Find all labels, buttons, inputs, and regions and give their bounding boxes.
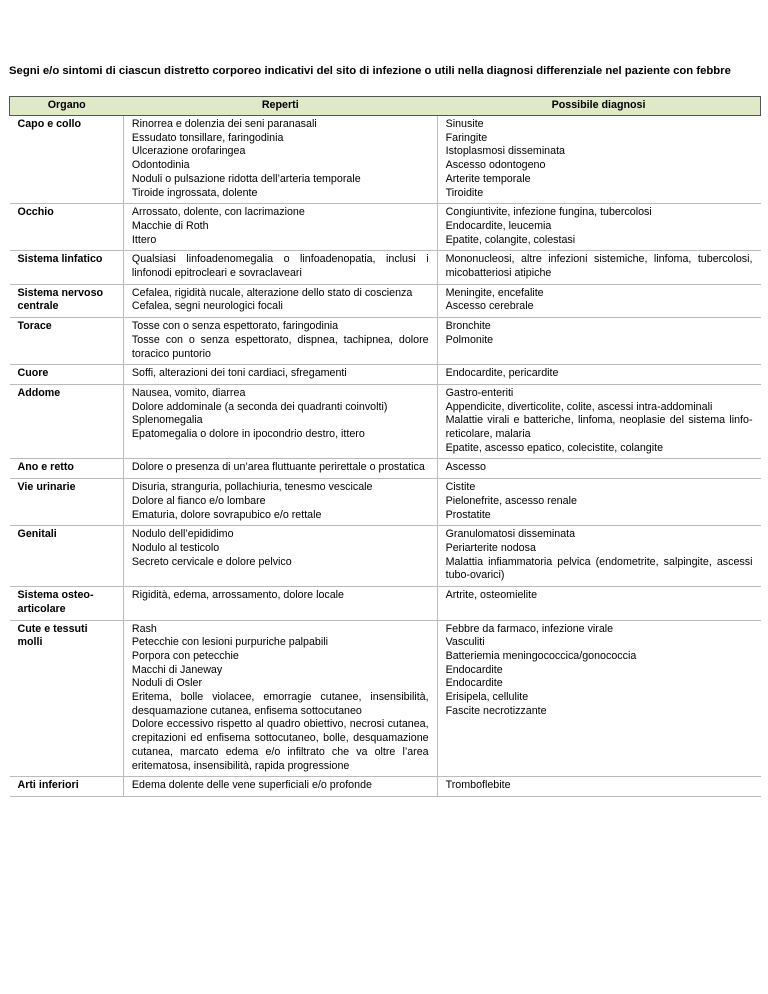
diagnosis-item: Ascesso odontogeno xyxy=(445,159,546,172)
finding-item: Eritema, bolle violacee, emorragie cutanee, insensibilità, desquamazione cutanea, enfisema sottocutaneo xyxy=(131,691,429,717)
diagnosis-cell xyxy=(437,204,760,251)
finding-item: Arrossato, dolente, con lacrimazione xyxy=(131,206,305,219)
finding-item: Tiroide ingrossata, dolente xyxy=(131,186,258,199)
findings-cell xyxy=(123,318,437,365)
findings-cell xyxy=(123,284,437,317)
organ-cell: Occhio xyxy=(10,204,124,251)
diagnosis-cell xyxy=(437,365,760,385)
diagnosis-item: Epatite, colangite, colestasi xyxy=(445,233,576,246)
table-caption: Segni e/o sintomi di ciascun distretto corporeo indicativi del sito di infezione o utili nella diagnosi differenziale nel paziente con febbre xyxy=(9,65,731,77)
diagnosis-item: Pielonefrite, ascesso renale xyxy=(445,494,577,507)
organ-cell: Arti inferiori xyxy=(10,777,124,797)
organ-cell: Sistema nervoso centrale xyxy=(10,284,124,317)
diagnosis-item: Arterite temporale xyxy=(445,172,531,185)
finding-item: Soffi, alterazioni dei toni cardiaci, sfregamenti xyxy=(131,367,347,380)
finding-item: Noduli di Osler xyxy=(131,677,203,690)
organ-cell: Vie urinarie xyxy=(10,479,124,526)
organ-cell: Sistema osteo-articolare xyxy=(10,587,124,620)
differential-diagnosis-table xyxy=(9,96,761,797)
diagnosis-item: Polmonite xyxy=(445,333,494,346)
finding-item: Dolore al fianco e/o lombare xyxy=(131,494,266,507)
finding-item: Tosse con o senza espettorato, faringodinia xyxy=(131,320,339,333)
organ-cell: Capo e collo xyxy=(10,116,124,204)
table-row xyxy=(10,620,761,777)
findings-cell xyxy=(123,526,437,587)
findings-cell xyxy=(123,459,437,479)
diagnosis-cell xyxy=(437,479,760,526)
diagnosis-item: Congiuntivite, infezione fungina, tubercolosi xyxy=(445,206,652,219)
organ-cell: Addome xyxy=(10,384,124,459)
table-row xyxy=(10,777,761,797)
diagnosis-item: Gastro-enteriti xyxy=(445,386,514,399)
header-reperti: Reperti xyxy=(123,97,437,116)
findings-cell xyxy=(123,251,437,284)
diagnosis-item: Endocardite xyxy=(445,663,503,676)
organ-cell: Cute e tessuti molli xyxy=(10,620,124,777)
finding-item: Qualsiasi linfoadenomegalia o linfoadenopatia, inclusi i linfonodi epitrocleari e sovraclaveari xyxy=(131,253,429,280)
finding-item: Dolore addominale (a seconda dei quadranti coinvolti) xyxy=(131,400,388,413)
diagnosis-item: Mononucleosi, altre infezioni sistemiche, linfoma, tubercolosi, micobatteriosi atipiche xyxy=(445,253,753,280)
table-row xyxy=(10,459,761,479)
table-row xyxy=(10,116,761,204)
finding-item: Dolore eccessivo rispetto al quadro obiettivo, necrosi cutanea, crepitazioni ed enfisema sottocutaneo, bolle, desquamazione cutanea, marcato edema e/o infiltrato che va oltre l’area eritematosa, insensibilità, rapida progressione xyxy=(131,718,429,772)
finding-item: Ematuria, dolore sovrapubico e/o rettale xyxy=(131,508,322,521)
organ-cell: Torace xyxy=(10,318,124,365)
diagnosis-cell xyxy=(437,116,760,204)
diagnosis-item: Fascite necrotizzante xyxy=(445,704,547,717)
table-row xyxy=(10,479,761,526)
table-row xyxy=(10,587,761,620)
finding-item: Nausea, vomito, diarrea xyxy=(131,386,246,399)
diagnosis-item: Ascesso xyxy=(445,461,486,474)
finding-item: Essudato tonsillare, faringodinia xyxy=(131,131,284,144)
finding-item: Macchi di Janeway xyxy=(131,663,223,676)
organ-cell: Sistema linfatico xyxy=(10,251,124,284)
finding-item: Rinorrea e dolenzia dei seni paranasali xyxy=(131,118,317,130)
diagnosis-item: Ascesso cerebrale xyxy=(445,300,534,313)
diagnosis-cell xyxy=(437,284,760,317)
table-row xyxy=(10,384,761,459)
diagnosis-item: Sinusite xyxy=(445,118,484,130)
diagnosis-item: Endocardite, pericardite xyxy=(445,367,559,380)
diagnosis-item: Malattia infiammatoria pelvica (endometrite, salpingite, ascessi tubo-ovarici) xyxy=(445,555,753,582)
finding-item: Epatomegalia o dolore in ipocondrio destro, ittero xyxy=(131,428,365,441)
diagnosis-item: Granulomatosi disseminata xyxy=(445,528,576,541)
finding-item: Secreto cervicale e dolore pelvico xyxy=(131,555,292,568)
diagnosis-item: Istoplasmosi disseminata xyxy=(445,145,565,158)
table-body xyxy=(10,116,761,797)
findings-cell xyxy=(123,116,437,204)
finding-item: Odontodinia xyxy=(131,159,190,172)
table-row xyxy=(10,365,761,385)
finding-item: Macchie di Roth xyxy=(131,219,209,232)
diagnosis-item: Erisipela, cellulite xyxy=(445,691,529,704)
table-row xyxy=(10,251,761,284)
diagnosis-cell xyxy=(437,777,760,797)
diagnosis-item: Vasculiti xyxy=(445,636,485,649)
diagnosis-item: Epatite, ascesso epatico, colecistite, colangite xyxy=(445,441,664,454)
diagnosis-cell xyxy=(437,620,760,777)
findings-cell xyxy=(123,384,437,459)
organ-cell: Cuore xyxy=(10,365,124,385)
diagnosis-item: Endocardite xyxy=(445,677,503,690)
diagnosis-item: Artrite, osteomielite xyxy=(445,589,538,602)
diagnosis-item: Bronchite xyxy=(445,320,491,333)
organ-cell: Ano e retto xyxy=(10,459,124,479)
diagnosis-item: Cistite xyxy=(445,481,476,494)
diagnosis-item: Tiroidite xyxy=(445,186,484,199)
header-possibile-diagnosi: Possibile diagnosi xyxy=(437,97,760,116)
finding-item: Edema dolente delle vene superficiali e/o profonde xyxy=(131,779,372,792)
diagnosis-item: Endocardite, leucemia xyxy=(445,219,552,232)
finding-item: Petecchie con lesioni purpuriche palpabili xyxy=(131,636,328,649)
findings-cell xyxy=(123,365,437,385)
diagnosis-item: Meningite, encefalite xyxy=(445,286,544,299)
table-row xyxy=(10,204,761,251)
diagnosis-cell xyxy=(437,587,760,620)
finding-item: Porpora con petecchie xyxy=(131,649,239,662)
finding-item: Ittero xyxy=(131,233,157,246)
findings-cell xyxy=(123,620,437,777)
diagnosis-item: Prostatite xyxy=(445,508,491,521)
diagnosis-item: Tromboflebite xyxy=(445,779,511,792)
organ-cell: Genitali xyxy=(10,526,124,587)
table-row xyxy=(10,526,761,587)
diagnosis-item: Periarterite nodosa xyxy=(445,541,536,554)
table-row xyxy=(10,284,761,317)
diagnosis-cell xyxy=(437,318,760,365)
findings-cell xyxy=(123,587,437,620)
diagnosis-cell xyxy=(437,384,760,459)
finding-item: Rash xyxy=(131,622,157,635)
finding-item: Ulcerazione orofaringea xyxy=(131,145,246,158)
diagnosis-item: Appendicite, diverticolite, colite, ascessi intra-addominali xyxy=(445,400,713,413)
finding-item: Dolore o presenza di un’area fluttuante perirettale o prostatica xyxy=(131,461,425,474)
diagnosis-cell xyxy=(437,251,760,284)
diagnosis-item: Batteriemia meningococcica/gonococcia xyxy=(445,649,637,662)
findings-cell xyxy=(123,204,437,251)
table-row xyxy=(10,318,761,365)
header-organo: Organo xyxy=(10,97,124,116)
finding-item: Noduli o pulsazione ridotta dell’arteria temporale xyxy=(131,172,361,185)
findings-cell xyxy=(123,777,437,797)
diagnosis-cell xyxy=(437,459,760,479)
finding-item: Rigidità, edema, arrossamento, dolore locale xyxy=(131,589,345,602)
finding-item: Tosse con o senza espettorato, dispnea, tachipnea, dolore toracico puntorio xyxy=(131,333,429,360)
diagnosis-item: Febbre da farmaco, infezione virale xyxy=(445,622,614,635)
findings-cell xyxy=(123,479,437,526)
finding-item: Nodulo dell’epididimo xyxy=(131,528,234,541)
finding-item: Cefalea, segni neurologici focali xyxy=(131,300,283,313)
diagnosis-item: Faringite xyxy=(445,131,488,144)
finding-item: Disuria, stranguria, pollachiuria, tenesmo vescicale xyxy=(131,481,373,494)
finding-item: Nodulo al testicolo xyxy=(131,541,220,554)
finding-item: Cefalea, rigidità nucale, alterazione dello stato di coscienza xyxy=(131,286,413,299)
header-row xyxy=(10,97,761,116)
diagnosis-cell xyxy=(437,526,760,587)
diagnosis-item: Malattie virali e batteriche, linfoma, neoplasie del sistema linfo-reticolare, malaria xyxy=(445,414,753,441)
finding-item: Splenomegalia xyxy=(131,414,203,427)
